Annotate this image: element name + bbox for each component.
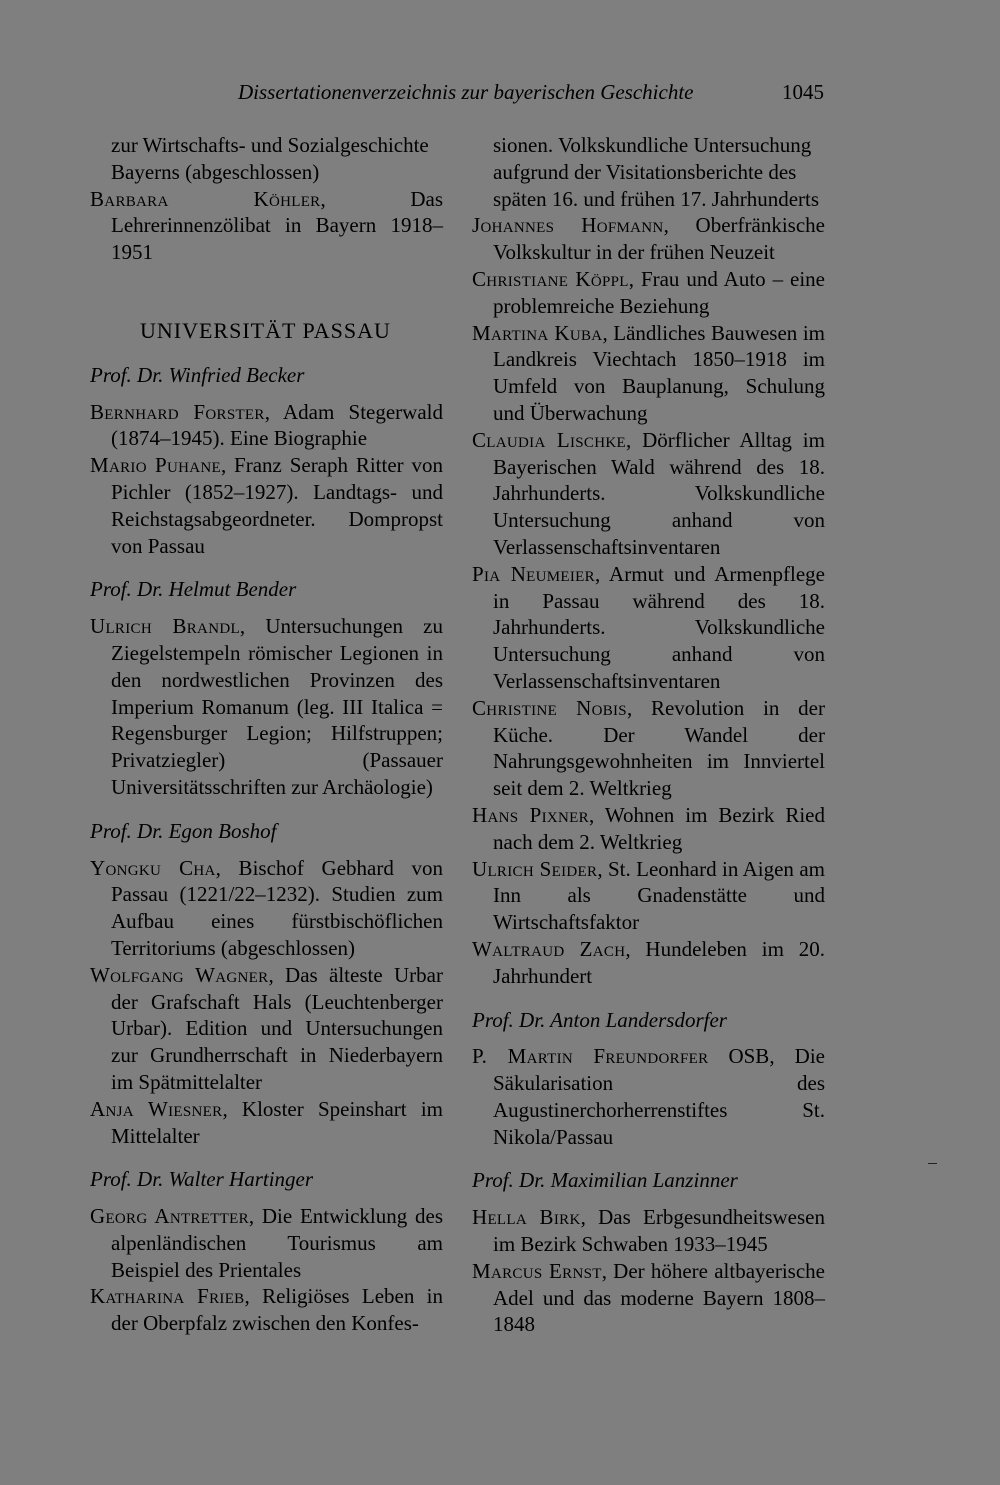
dissertation-entry [472, 695, 825, 802]
dissertation-entry [472, 266, 825, 320]
dissertation-entry [90, 452, 443, 559]
dissertation-entry [472, 427, 825, 561]
running-header [90, 80, 824, 110]
dissertation-title: , Ländliches Bauwesen im Landkreis Viechtach 1850–1918 im Umfeld von Bauplanung, Schulung und Überwachung [493, 320, 825, 425]
dissertation-entry [90, 186, 443, 266]
professor-heading: Prof. Dr. Walter Hartinger [90, 1167, 314, 1192]
dissertation-title: , Der höhere altbayerische Adel und das moderne Bayern 1808–1848 [493, 1258, 825, 1337]
author-name: Martina Kuba [472, 320, 603, 345]
university-heading: UNIVERSITÄT PASSAU [140, 317, 391, 343]
continued-line: zur Wirtschafts- und Sozialgeschichte [111, 133, 429, 157]
dissertation-title: , Untersuchungen zu Ziegelstempeln römischer Legionen in den nordwestlichen Provinzen des Imperium Romanum (leg. III Italica = Regensburger Legion; Hilfstruppen; Privatziegler) (Passauer Universitätsschriften zur Archäologie) [111, 614, 443, 799]
professor-heading: Prof. Dr. Maximilian Lanzinner [472, 1168, 738, 1193]
dissertation-title: , Wohnen im Bezirk Ried nach dem 2. Weltkrieg [493, 802, 826, 854]
author-name: Wolfgang Wagner [90, 962, 269, 987]
dissertation-entry [472, 320, 825, 427]
dissertation-entry [90, 962, 443, 1096]
dissertation-entry [472, 802, 825, 856]
dissertation-entry [90, 613, 443, 801]
continued-entry [90, 132, 443, 186]
author-name: Johannes Hofmann [472, 213, 664, 238]
dissertation-title: , Das Lehrerinnenzölibat in Bayern 1918–1951 [111, 186, 443, 265]
margin-mark [928, 1163, 937, 1164]
dissertation-title: , Adam Stegerwald (1874–1945). Eine Biographie [111, 399, 443, 451]
author-name: Bernhard Forster [90, 399, 265, 424]
dissertation-title: , Hundeleben im 20. Jahrhundert [493, 936, 825, 988]
author-name: Waltraud Zach [472, 936, 626, 961]
dissertation-title: , Oberfränkische Volkskultur in der frühen Neuzeit [493, 213, 825, 265]
professor-heading: Prof. Dr. Anton Landersdorfer [472, 1007, 727, 1032]
author-name: Mario Puhane [90, 453, 221, 478]
professor-heading: Prof. Dr. Helmut Bender [90, 577, 297, 602]
author-name: Christiane Köppl [472, 266, 629, 291]
dissertation-entry [472, 1258, 825, 1338]
author-name: Pia Neumeier [472, 561, 595, 586]
author-name: P. Martin Freundorfer [472, 1044, 709, 1069]
left-column [90, 132, 443, 1337]
author-name: Christine Nobis [472, 695, 627, 720]
dissertation-title: , Das Erbgesundheitswesen im Bezirk Schwaben 1933–1945 [493, 1205, 825, 1257]
dissertation-title: , Kloster Speinshart im Mittelalter [111, 1096, 443, 1148]
dissertation-title: , Religiöses Leben in der Oberpfalz zwischen den Konfes- [111, 1284, 443, 1336]
dissertation-entry [90, 1096, 443, 1150]
author-name: Hella Birk [472, 1205, 581, 1230]
author-name: Yongku Cha [90, 855, 216, 880]
dissertation-entry [472, 856, 825, 936]
author-name: Marcus Ernst [472, 1258, 602, 1283]
author-name: Hans Pixner [472, 802, 589, 827]
author-name: Anja Wiesner [90, 1096, 223, 1121]
dissertation-entry [472, 212, 825, 266]
continued-line: sionen. Volkskundliche Untersuchung [493, 133, 812, 157]
author-name: Katharina Frieb [90, 1284, 245, 1309]
dissertation-title: OSB, Die Säkularisation des Augustinerchorherrenstiftes St. Nikola/Passau [493, 1044, 825, 1149]
dissertation-entry [90, 399, 443, 453]
continued-line: Bayerns (abgeschlossen) [111, 159, 320, 184]
author-name: Ulrich Seider [472, 856, 598, 881]
professor-heading: Prof. Dr. Egon Boshof [90, 818, 277, 843]
author-name: Barbara Köhler [90, 186, 321, 211]
continued-line: aufgrund der Visitationsberichte des [493, 159, 797, 184]
dissertation-entry [90, 855, 443, 962]
dissertation-entry [472, 936, 825, 990]
professor-heading: Prof. Dr. Winfried Becker [90, 362, 305, 387]
dissertation-title: , Bischof Gebhard von Passau (1221/22–1232). Studien zum Aufbau eines fürstbischöflichen Territoriums (abgeschlossen) [111, 855, 443, 960]
dissertation-title: , Frau und Auto – eine problemreiche Beziehung [493, 266, 825, 318]
dissertation-entry [472, 1204, 825, 1258]
dissertation-entry [90, 1283, 443, 1337]
author-name: Georg Antretter [90, 1204, 249, 1229]
dissertation-title: , Die Entwicklung des alpenländischen Tourismus am Beispiel des Prientales [111, 1204, 443, 1282]
running-title: Dissertationenverzeichnis zur bayerischen Geschichte [238, 80, 694, 104]
dissertation-entry [472, 1043, 825, 1150]
dissertation-title: , Das älteste Urbar der Grafschaft Hals (Leuchtenberger Urbar). Edition und Untersuchungen zur Grundherrschaft in Niederbayern im Spätmittelalter [111, 962, 443, 1094]
page-number: 1045 [782, 80, 824, 104]
author-name: Claudia Lischke [472, 427, 626, 452]
continued-entry [472, 132, 825, 212]
continued-line: späten 16. und frühen 17. Jahrhunderts [493, 186, 820, 211]
author-name: Ulrich Brandl [90, 614, 240, 639]
dissertation-title: , Dörflicher Alltag im Bayerischen Wald während des 18. Jahrhunderts. Volkskundliche Untersuchung anhand von Verlassenschaftsinventaren [493, 427, 825, 559]
dissertation-title: , Armut und Armenpflege in Passau während des 18. Jahrhunderts. Volkskundliche Untersuchung anhand von Verlassenschaftsinventaren [493, 561, 825, 693]
dissertation-title: , Franz Seraph Ritter von Pichler (1852–1927). Landtags- und Reichstagsabgeordneter. Dompropst von Passau [111, 453, 444, 558]
dissertation-title: , St. Leonhard in Aigen am Inn als Gnadenstätte und Wirtschaftsfaktor [493, 856, 825, 935]
dissertation-entry [472, 561, 825, 695]
dissertation-title: , Revolution in der Küche. Der Wandel der Nahrungsgewohnheiten im Innviertel seit dem 2. Weltkrieg [493, 695, 825, 801]
dissertation-entry [90, 1203, 443, 1283]
right-column [472, 132, 825, 1338]
